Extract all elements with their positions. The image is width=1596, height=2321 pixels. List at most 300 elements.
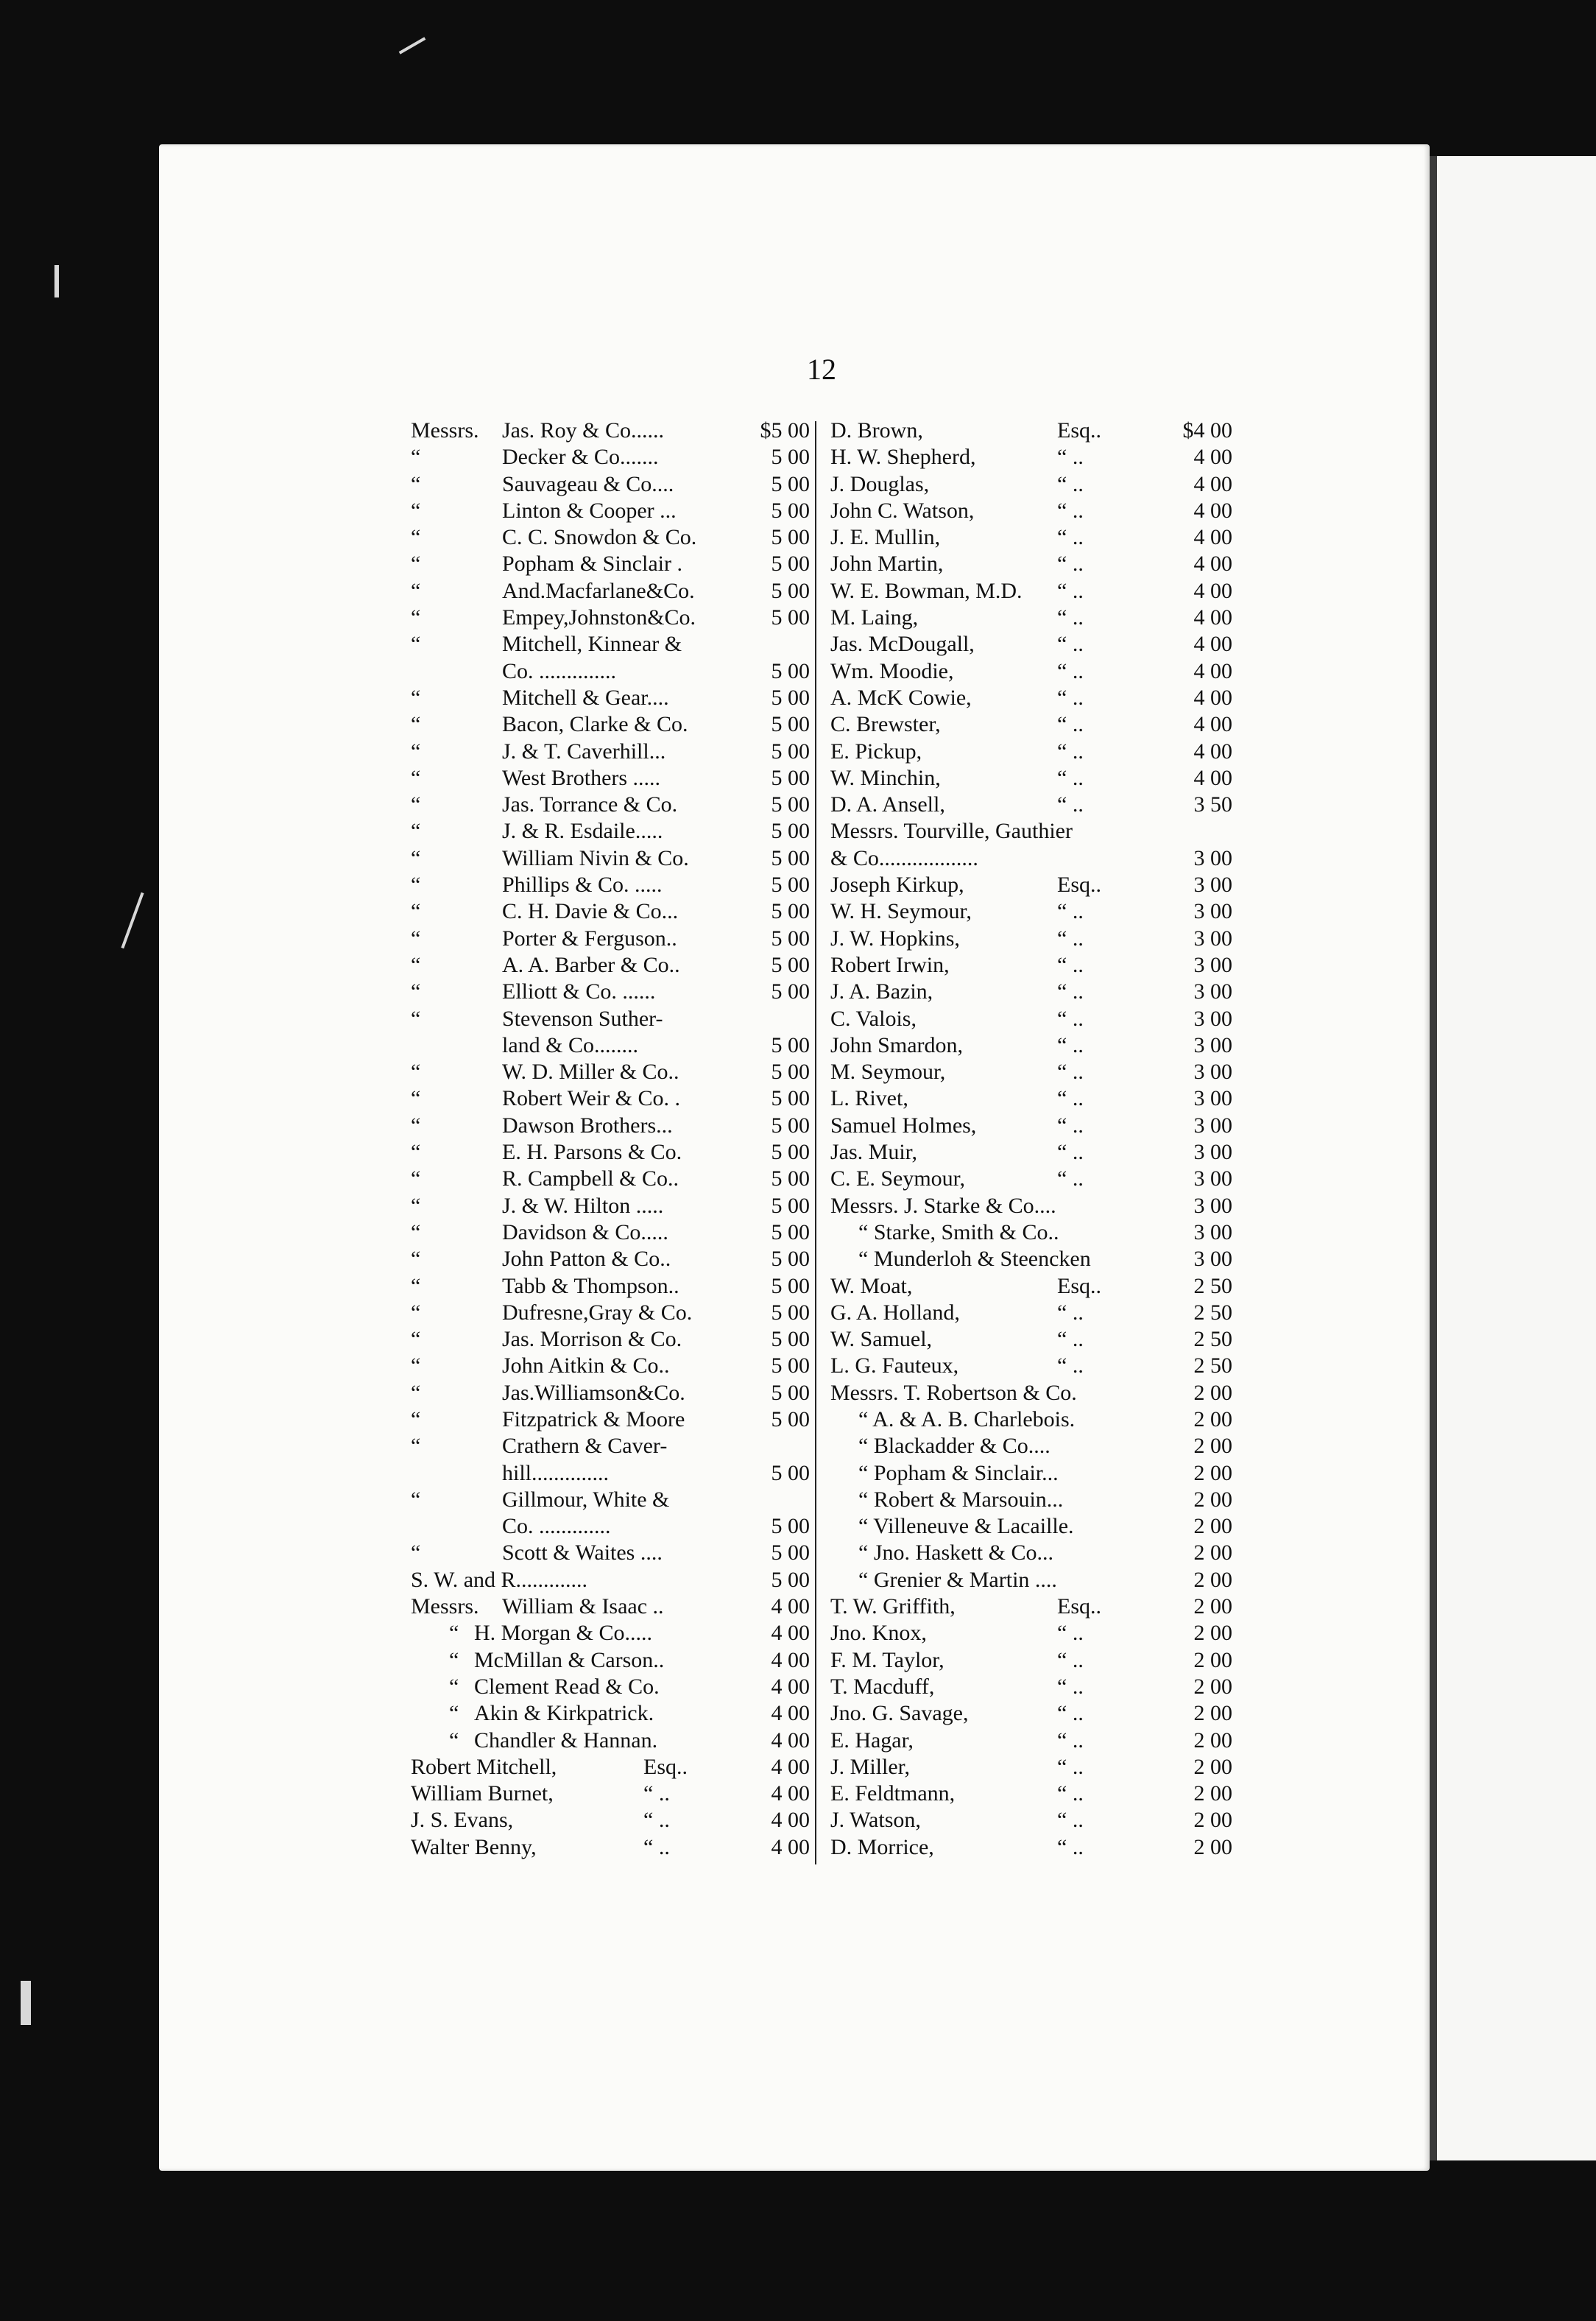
subscriber-name: G. A. Holland, (830, 1300, 960, 1325)
subscriber-row (411, 1006, 810, 1032)
title-suffix: “ .. (1057, 739, 1084, 764)
subscriber-row (823, 524, 1232, 551)
subscriber-name: Samuel Holmes, (830, 1113, 977, 1138)
row-prefix: “ (411, 632, 421, 657)
subscriber-row (823, 658, 1232, 685)
row-prefix: “ (411, 873, 421, 898)
subscriber-row (411, 631, 810, 658)
subscriber-row (823, 551, 1232, 577)
subscriber-name: Stevenson Suther- (502, 1006, 663, 1031)
subscriber-name: J. S. Evans, (411, 1808, 514, 1833)
subscriber-row (411, 1513, 810, 1540)
subscriber-name: W. Samuel, (830, 1327, 933, 1352)
subscriber-name: E. Hagar, (830, 1727, 914, 1753)
subscription-amount: 5 00 (771, 578, 810, 603)
title-suffix: “ .. (1057, 1140, 1084, 1165)
subscriber-row (823, 872, 1232, 898)
subscriber-name: William Burnet, (411, 1781, 554, 1806)
subscription-amount: 5 00 (771, 1406, 810, 1431)
title-suffix: “ .. (1057, 926, 1084, 951)
row-prefix: “ (411, 979, 421, 1004)
subscriber-name: J. Douglas, (830, 471, 930, 496)
subscriber-row (411, 551, 810, 577)
subscription-amount: 3 00 (1193, 1086, 1232, 1111)
subscriber-name: R. Campbell & Co.. (502, 1166, 679, 1191)
subscriber-row (823, 1353, 1232, 1379)
subscriber-name: Gillmour, White & (502, 1487, 670, 1512)
subscription-amount: 3 00 (1193, 1193, 1232, 1218)
subscription-amount: 4 00 (771, 1701, 810, 1726)
subscription-amount: 5 00 (771, 739, 810, 764)
subscriber-name: L. Rivet, (830, 1086, 908, 1111)
ditto-mark: “ (449, 1647, 459, 1672)
subscription-amount: 2 00 (1193, 1674, 1232, 1699)
subscriber-name: J. & T. Caverhill... (502, 739, 666, 764)
scan-speck (21, 1981, 31, 2025)
title-suffix: “ .. (1057, 605, 1084, 630)
subscriber-name: John Smardon, (830, 1032, 963, 1057)
title-suffix: Esq.. (1057, 873, 1101, 898)
row-prefix: “ (411, 1540, 421, 1565)
title-suffix: “ .. (1057, 952, 1084, 977)
subscription-amount: 3 00 (1193, 952, 1232, 977)
subscription-amount: 4 00 (771, 1647, 810, 1672)
subscriber-row (411, 1593, 810, 1620)
row-prefix: “ (411, 1406, 421, 1431)
subscriber-name: J. Miller, (830, 1754, 910, 1779)
subscriber-row (823, 1113, 1232, 1139)
subscription-amount: 4 00 (1193, 685, 1232, 710)
subscriber-name: C. E. Seymour, (830, 1166, 965, 1191)
subscriber-name: C. H. Davie & Co... (502, 899, 679, 924)
title-suffix: “ .. (1057, 1808, 1084, 1833)
title-suffix: “ .. (1057, 1754, 1084, 1779)
subscriber-name: D. Morrice, (830, 1834, 934, 1859)
row-prefix: “ (411, 1219, 421, 1244)
subscriber-name: C. Brewster, (830, 712, 941, 737)
row-prefix: “ (411, 1140, 421, 1165)
subscription-amount: 2 00 (1193, 1460, 1232, 1485)
row-prefix: “ (411, 1434, 421, 1459)
subscriber-row (411, 1166, 810, 1192)
subscription-amount: 2 00 (1193, 1406, 1232, 1431)
subscription-amount: 2 00 (1193, 1380, 1232, 1405)
subscription-amount: $4 00 (1182, 418, 1232, 443)
row-prefix: “ (411, 792, 421, 817)
row-prefix: “ (411, 471, 421, 496)
subscriber-row (411, 1139, 810, 1166)
subscriber-name: J. E. Mullin, (830, 525, 941, 550)
subscriber-row (411, 1754, 810, 1781)
subscriber-name: John Martin, (830, 552, 944, 577)
title-suffix: “ .. (643, 1834, 670, 1859)
subscriber-name: And.Macfarlane&Co. (502, 578, 695, 603)
subscription-amount: 5 00 (771, 1193, 810, 1218)
subscriber-row (823, 444, 1232, 471)
subscriber-row (411, 1647, 810, 1674)
subscriber-row (411, 792, 810, 818)
subscriber-row (411, 1193, 810, 1219)
title-suffix: “ .. (1057, 685, 1084, 710)
subscriber-row (823, 1433, 1232, 1459)
subscriber-row (411, 1460, 810, 1487)
row-prefix: “ (411, 1193, 421, 1218)
subscriber-name: Davidson & Co..... (502, 1219, 668, 1244)
subscriber-name: T. W. Griffith, (830, 1594, 956, 1619)
subscriber-row (823, 1085, 1232, 1112)
subscriber-name: D. A. Ansell, (830, 792, 945, 817)
subscription-amount: 3 00 (1193, 873, 1232, 898)
subscription-amount: 4 00 (771, 1834, 810, 1859)
subscriber-row (823, 952, 1232, 979)
subscription-amount: 5 00 (771, 926, 810, 951)
row-prefix: “ (411, 1086, 421, 1111)
subscriber-row (823, 1059, 1232, 1085)
title-suffix: “ .. (1057, 712, 1084, 737)
subscriber-name: Robert Weir & Co. . (502, 1086, 681, 1111)
title-suffix: “ .. (1057, 1781, 1084, 1806)
subscription-amount: 5 00 (771, 1327, 810, 1352)
subscriber-name: J. W. Hopkins, (830, 926, 960, 951)
subscription-amount: 5 00 (771, 1219, 810, 1244)
subscriber-name: Fitzpatrick & Moore (502, 1406, 685, 1431)
row-prefix: “ (411, 605, 421, 630)
scan-speck (399, 37, 426, 54)
subscriber-name: land & Co........ (502, 1032, 638, 1057)
subscription-amount: 4 00 (771, 1727, 810, 1753)
subscription-amount: 5 00 (771, 765, 810, 790)
subscriber-row (823, 1193, 1232, 1219)
subscriber-row (823, 685, 1232, 711)
subscription-amount: 3 00 (1193, 979, 1232, 1004)
subscriber-name: F. M. Taylor, (830, 1647, 944, 1672)
subscriber-row (823, 1781, 1232, 1807)
row-prefix: “ (411, 739, 421, 764)
subscription-amount: 3 00 (1193, 926, 1232, 951)
title-suffix: “ .. (643, 1781, 670, 1806)
subscriber-name: S. W. and R............. (411, 1567, 588, 1592)
subscription-amount: 5 00 (771, 1032, 810, 1057)
subscription-amount: 2 50 (1193, 1353, 1232, 1378)
subscription-amount: 4 00 (1193, 739, 1232, 764)
subscription-amount: 2 00 (1193, 1487, 1232, 1512)
subscription-amount: 5 00 (771, 899, 810, 924)
subscriber-name: H. Morgan & Co..... (474, 1621, 652, 1646)
subscriber-name: Jno. G. Savage, (830, 1701, 969, 1726)
title-suffix: “ .. (1057, 765, 1084, 790)
subscriber-row (411, 1380, 810, 1406)
title-suffix: “ .. (1057, 1086, 1084, 1111)
row-prefix: “ (411, 1006, 421, 1031)
subscriber-row (823, 471, 1232, 498)
subscriber-row (411, 898, 810, 925)
row-prefix: “ (411, 578, 421, 603)
row-prefix: “ (411, 1353, 421, 1378)
ditto-mark: “ (449, 1621, 459, 1646)
subscriber-name: E. Pickup, (830, 739, 922, 764)
title-suffix: “ .. (1057, 979, 1084, 1004)
subscriber-row (823, 1006, 1232, 1032)
subscriber-row (823, 1593, 1232, 1620)
subscriber-row (411, 1487, 810, 1513)
title-suffix: “ .. (1057, 1353, 1084, 1378)
subscriber-name: D. Brown, (830, 418, 923, 443)
subscriber-row (411, 1353, 810, 1379)
subscription-amount: 5 00 (771, 525, 810, 550)
subscription-amount: 3 00 (1193, 1247, 1232, 1272)
subscriber-name: John Aitkin & Co.. (502, 1353, 670, 1378)
subscription-amount: 4 00 (1193, 578, 1232, 603)
subscriber-row (823, 1032, 1232, 1059)
subscriber-row (823, 1406, 1232, 1433)
subscriber-name: H. W. Shepherd, (830, 445, 976, 470)
title-suffix: Esq.. (1057, 418, 1101, 443)
subscription-amount: 4 00 (1193, 658, 1232, 683)
subscriber-row (411, 1781, 810, 1807)
subscriber-row (823, 1567, 1232, 1593)
subscriber-name: E. Feldtmann, (830, 1781, 956, 1806)
subscriber-row (411, 1433, 810, 1459)
subscriber-row (411, 1807, 810, 1834)
subscriber-row (823, 1513, 1232, 1540)
subscriber-row (823, 739, 1232, 765)
subscriber-name: W. Minchin, (830, 765, 941, 790)
subscriber-row (411, 1620, 810, 1646)
subscription-amount: 5 00 (771, 685, 810, 710)
subscription-amount: 2 00 (1193, 1540, 1232, 1565)
subscription-amount: 2 00 (1193, 1594, 1232, 1619)
row-prefix: “ (411, 525, 421, 550)
row-prefix: “ (411, 1487, 421, 1512)
subscriber-row (411, 1674, 810, 1700)
title-suffix: “ .. (1057, 658, 1084, 683)
title-suffix: “ .. (1057, 525, 1084, 550)
subscriber-name: Messrs. J. Starke & Co.... (830, 1193, 1056, 1218)
title-suffix: “ .. (1057, 632, 1084, 657)
title-suffix: Esq.. (1057, 1273, 1101, 1298)
subscriber-name: L. G. Fauteux, (830, 1353, 959, 1378)
subscriber-row (823, 1219, 1232, 1246)
subscriber-name: J. A. Bazin, (830, 979, 933, 1004)
subscriber-row (823, 845, 1232, 872)
title-suffix: “ .. (1057, 1727, 1084, 1753)
subscription-amount: 5 00 (771, 873, 810, 898)
row-prefix: “ (411, 1166, 421, 1191)
subscription-amount: 4 00 (771, 1781, 810, 1806)
ditto-mark: “ (449, 1701, 459, 1726)
subscription-amount: 5 00 (771, 552, 810, 577)
subscriber-name: “ A. & A. B. Charlebois. (858, 1406, 1076, 1431)
subscriber-row (411, 1326, 810, 1353)
subscriber-row (823, 1487, 1232, 1513)
subscriber-name: John C. Watson, (830, 498, 975, 523)
subscriber-name: William Nivin & Co. (502, 845, 689, 870)
subscription-amount: 5 00 (771, 712, 810, 737)
subscriber-name: W. E. Bowman, M.D. (830, 578, 1023, 603)
subscriber-row (411, 498, 810, 524)
subscriber-row (823, 605, 1232, 631)
title-suffix: “ .. (1057, 1327, 1084, 1352)
subscription-amount: 5 00 (771, 1353, 810, 1378)
subscription-amount: 5 00 (771, 1567, 810, 1592)
subscriber-name: M. Seymour, (830, 1060, 946, 1085)
subscriber-name: Bacon, Clarke & Co. (502, 712, 688, 737)
subscriber-name: W. H. Seymour, (830, 899, 972, 924)
column-divider (815, 421, 816, 1864)
subscription-amount: 3 00 (1193, 899, 1232, 924)
subscription-amount: 4 00 (1193, 445, 1232, 470)
subscription-amount: 5 00 (771, 1113, 810, 1138)
subscriber-row (411, 1032, 810, 1059)
facing-page-edge (1427, 156, 1596, 2160)
subscriber-row (823, 898, 1232, 925)
subscription-amount: 5 00 (771, 498, 810, 523)
title-suffix: “ .. (1057, 1006, 1084, 1031)
title-suffix: “ .. (1057, 1621, 1084, 1646)
subscription-amount: 5 00 (771, 1540, 810, 1565)
subscriber-name: Linton & Cooper ... (502, 498, 677, 523)
subscription-amount: 5 00 (771, 979, 810, 1004)
subscriber-name: C. Valois, (830, 1006, 917, 1031)
subscription-amount: 3 00 (1193, 1140, 1232, 1165)
row-prefix: “ (411, 819, 421, 844)
subscriber-row (823, 792, 1232, 818)
subscriber-name: Jas. Roy & Co...... (502, 418, 665, 443)
subscriber-name: Popham & Sinclair . (502, 552, 682, 577)
subscription-amount: 3 00 (1193, 1219, 1232, 1244)
scan-speck (121, 892, 144, 949)
subscriber-row (411, 1700, 810, 1727)
subscriber-row (823, 1700, 1232, 1727)
title-suffix: “ .. (1057, 471, 1084, 496)
row-prefix: “ (411, 926, 421, 951)
subscription-amount: 5 00 (771, 445, 810, 470)
subscriber-row (411, 845, 810, 872)
subscription-amount: 3 00 (1193, 845, 1232, 870)
subscription-amount: 3 00 (1193, 1006, 1232, 1031)
row-prefix: “ (411, 1273, 421, 1298)
subscription-amount: $5 00 (760, 418, 810, 443)
subscriber-row (411, 1406, 810, 1433)
subscriber-row (411, 1567, 810, 1593)
subscriber-row (823, 631, 1232, 658)
subscriber-name: E. H. Parsons & Co. (502, 1140, 682, 1165)
subscriber-row (411, 739, 810, 765)
subscriber-row (823, 1326, 1232, 1353)
subscriber-row (411, 418, 810, 444)
subscription-amount: 3 00 (1193, 1166, 1232, 1191)
subscriber-row (823, 818, 1232, 845)
subscriber-name: “ Robert & Marsouin... (858, 1487, 1064, 1512)
subscriber-row (411, 979, 810, 1005)
subscriber-name: A. A. Barber & Co.. (502, 952, 680, 977)
subscriber-row (411, 1273, 810, 1300)
subscription-amount: 4 00 (771, 1594, 810, 1619)
subscriber-name: W. D. Miller & Co.. (502, 1060, 679, 1085)
title-suffix: “ .. (1057, 498, 1084, 523)
subscription-amount: 4 00 (771, 1674, 810, 1699)
subscriber-row (823, 1273, 1232, 1300)
subscriber-name: Mitchell & Gear.... (502, 685, 669, 710)
subscriber-row (411, 1246, 810, 1272)
subscriber-row (823, 418, 1232, 444)
title-suffix: Esq.. (643, 1754, 688, 1779)
title-suffix: “ .. (1057, 1647, 1084, 1672)
subscriber-row (823, 711, 1232, 738)
subscription-amount: 2 00 (1193, 1727, 1232, 1753)
subscriber-name: “ Villeneuve & Lacaille. (858, 1514, 1074, 1539)
subscription-amount: 4 00 (1193, 525, 1232, 550)
subscription-amount: 2 50 (1193, 1300, 1232, 1325)
subscriber-row (411, 471, 810, 498)
subscription-amount: 4 00 (1193, 471, 1232, 496)
subscriber-name: Mitchell, Kinnear & (502, 632, 682, 657)
subscription-amount: 5 00 (771, 952, 810, 977)
row-prefix: “ (411, 1327, 421, 1352)
subscriber-row (411, 1085, 810, 1112)
subscriber-row (823, 498, 1232, 524)
subscriber-row (823, 1754, 1232, 1781)
subscription-amount: 2 00 (1193, 1514, 1232, 1539)
title-suffix: “ .. (1057, 552, 1084, 577)
subscription-amount: 3 50 (1193, 792, 1232, 817)
title-suffix: “ .. (1057, 1060, 1084, 1085)
subscriber-name: Chandler & Hannan. (474, 1727, 658, 1753)
subscription-amount: 2 00 (1193, 1701, 1232, 1726)
subscriber-name: Akin & Kirkpatrick. (474, 1701, 654, 1726)
row-prefix: “ (411, 498, 421, 523)
subscriber-row (823, 1166, 1232, 1192)
subscription-amount: 5 00 (771, 1140, 810, 1165)
subscription-amount: 3 00 (1193, 1032, 1232, 1057)
subscriber-row (823, 1620, 1232, 1646)
subscription-amount: 2 00 (1193, 1434, 1232, 1459)
subscription-amount: 4 00 (771, 1808, 810, 1833)
subscriber-name: W. Moat, (830, 1273, 913, 1298)
subscription-amount: 3 00 (1193, 1060, 1232, 1085)
subscriber-name: J. & R. Esdaile..... (502, 819, 663, 844)
subscriber-row (411, 685, 810, 711)
subscription-amount: 5 00 (771, 792, 810, 817)
subscriber-name: Jas. Torrance & Co. (502, 792, 678, 817)
subscriber-name: Jas. Morrison & Co. (502, 1327, 682, 1352)
subscription-amount: 2 00 (1193, 1647, 1232, 1672)
subscriber-row (823, 578, 1232, 605)
subscriber-row (823, 1540, 1232, 1566)
subscriber-row (411, 952, 810, 979)
subscriber-row (823, 1246, 1232, 1272)
subscription-amount: 5 00 (771, 1460, 810, 1485)
row-prefix: “ (411, 712, 421, 737)
subscription-amount: 3 00 (1193, 1113, 1232, 1138)
subscriber-row (823, 1300, 1232, 1326)
subscription-amount: 4 00 (1193, 552, 1232, 577)
subscriber-name: J. & W. Hilton ..... (502, 1193, 664, 1218)
subscriber-row (823, 979, 1232, 1005)
title-suffix: “ .. (1057, 1166, 1084, 1191)
subscriber-row (411, 1113, 810, 1139)
subscriber-name: Walter Benny, (411, 1834, 537, 1859)
subscription-amount: 2 00 (1193, 1781, 1232, 1806)
row-prefix: “ (411, 845, 421, 870)
subscription-amount: 5 00 (771, 1514, 810, 1539)
subscriber-row (823, 1380, 1232, 1406)
title-suffix: “ .. (1057, 899, 1084, 924)
subscription-amount: 5 00 (771, 819, 810, 844)
subscriber-row (411, 658, 810, 685)
subscriber-row (823, 1727, 1232, 1754)
title-suffix: “ .. (1057, 1300, 1084, 1325)
